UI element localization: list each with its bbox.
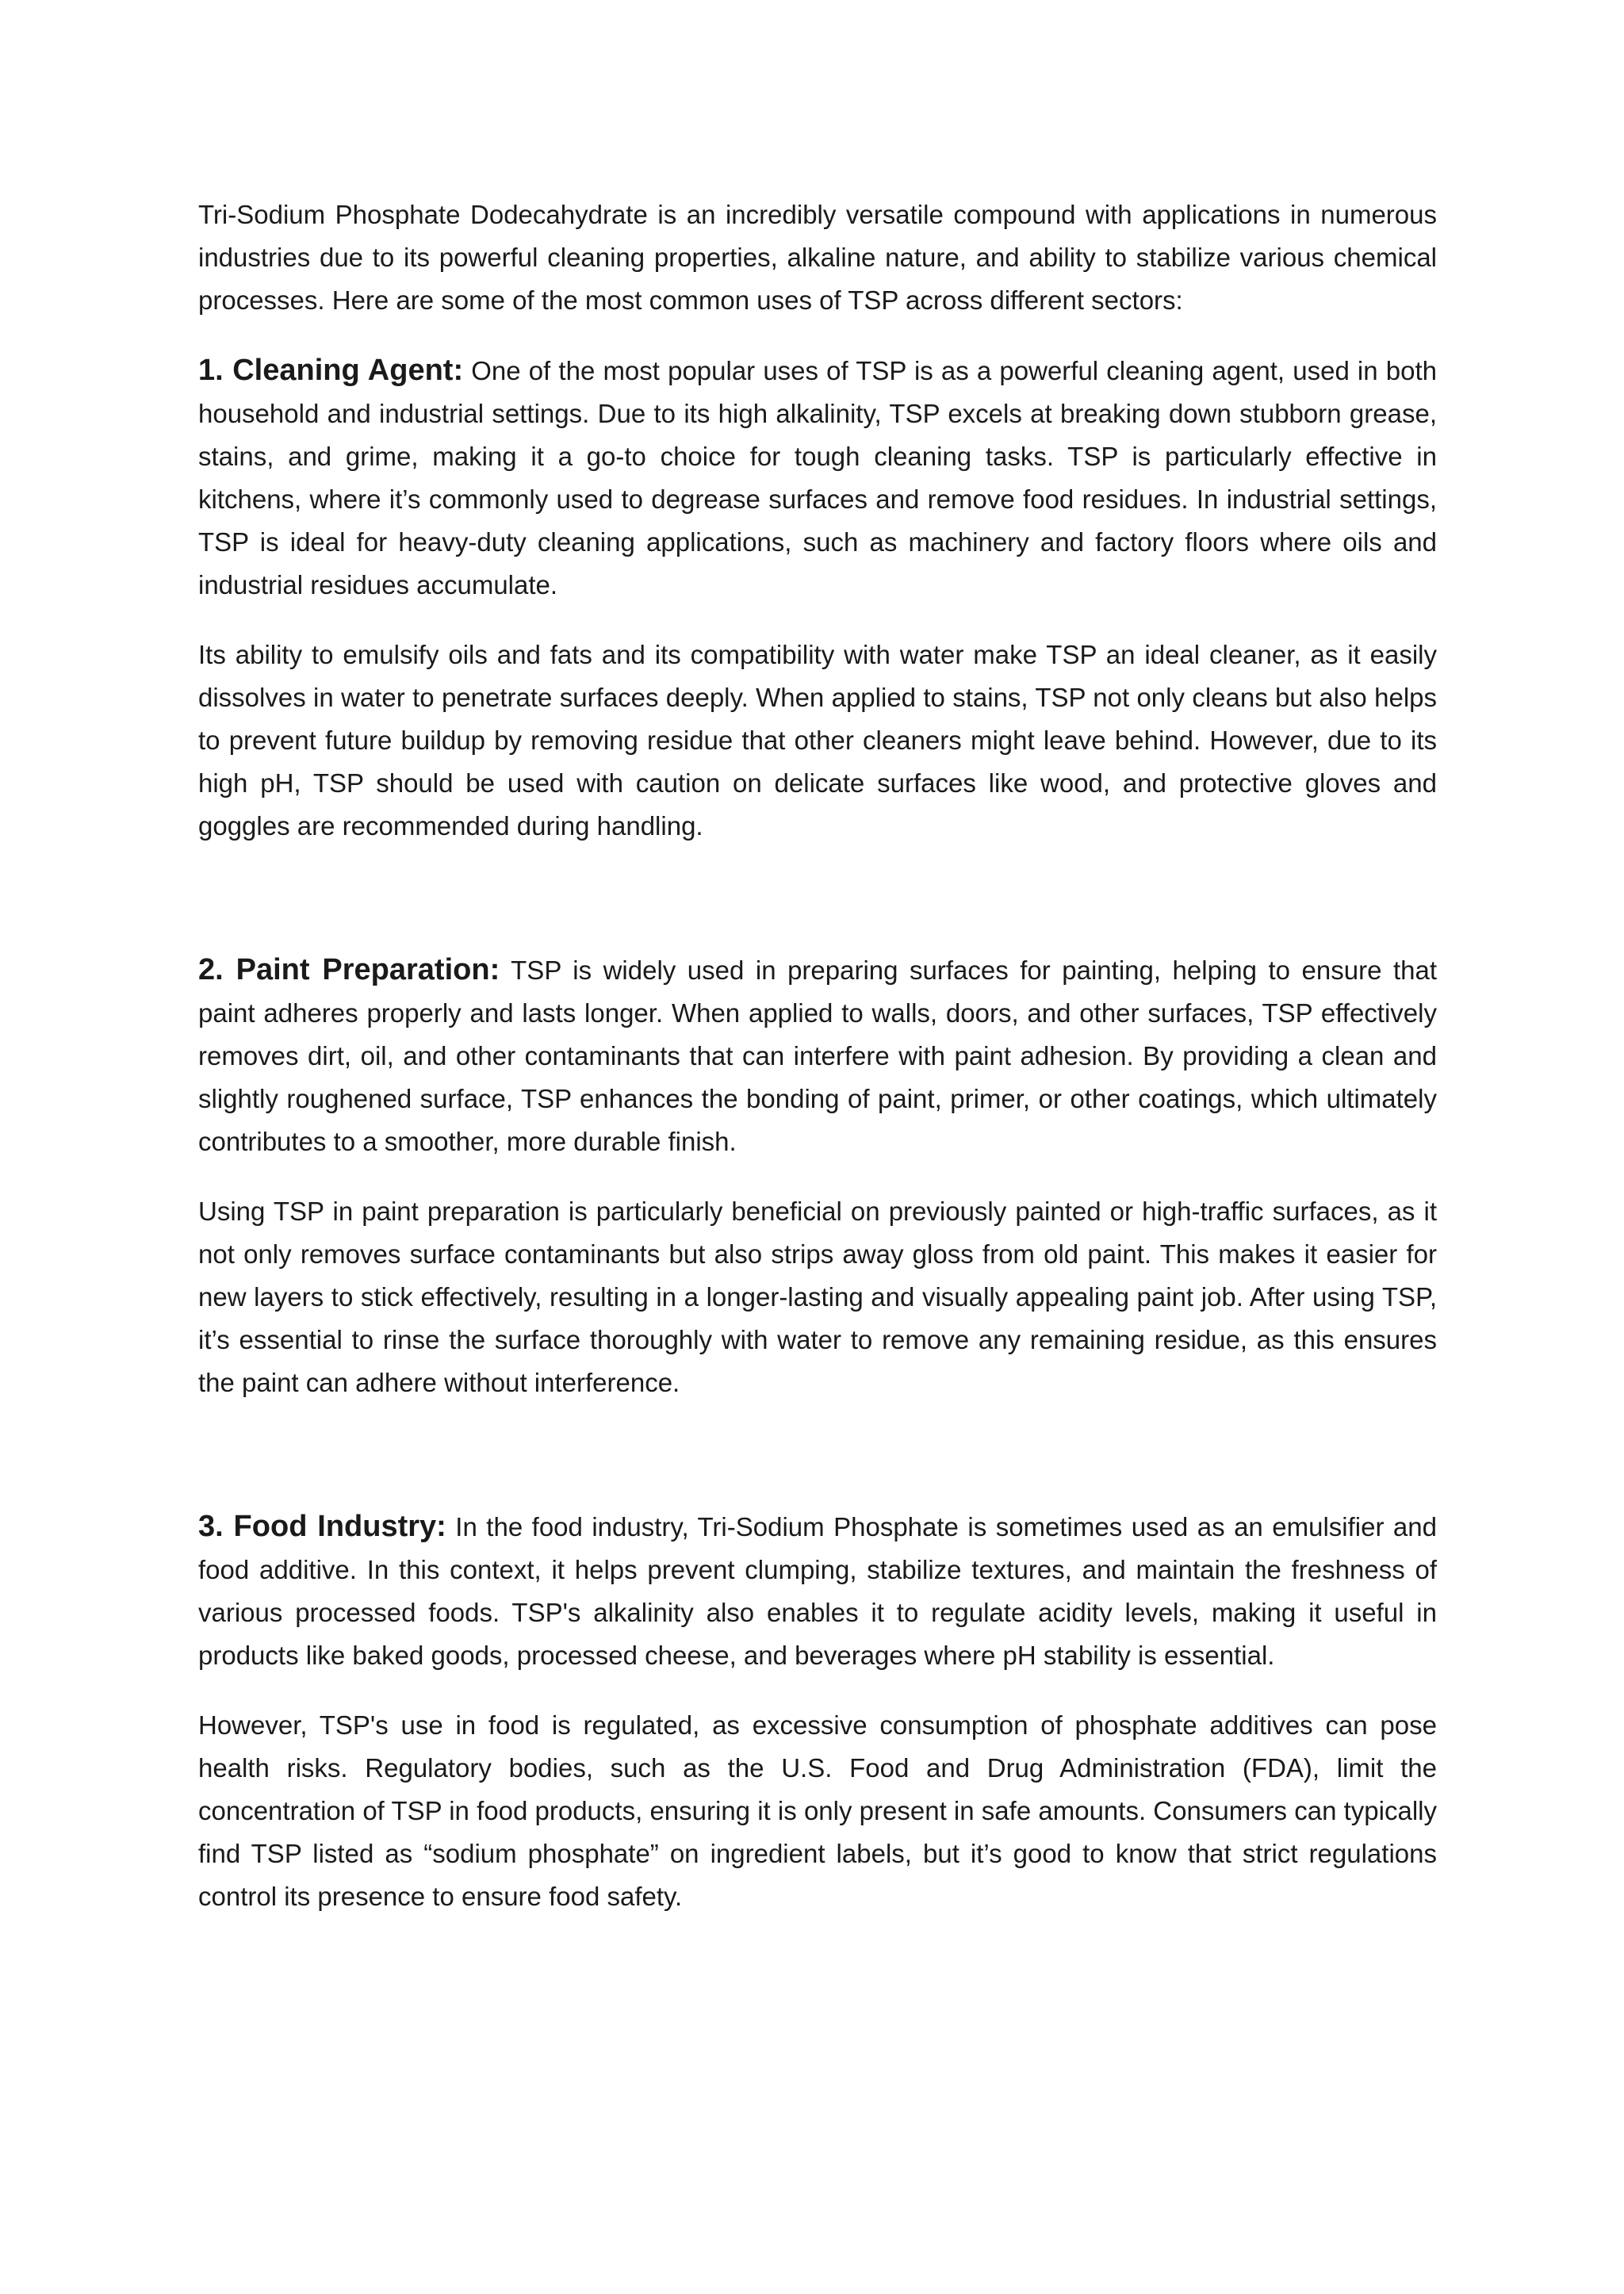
section-paint-preparation-followup: Using TSP in paint preparation is particularly beneficial on previously painted or high-traffic surfaces, as it not only removes surface contaminants but also strips away gloss from old paint. This makes it easier for new layers to stick effectively, resulting in a longer-lasting and visually appealing paint job. After using TSP, it’s essential to rinse the surface thoroughly with water to remove any remaining residue, as this ensures the paint can adhere without interference. — [198, 1197, 1437, 1397]
intro-paragraph: Tri-Sodium Phosphate Dodecahydrate is an incredibly versatile compound with applications in numerous industries due to its powerful cleaning properties, alkaline nature, and ability to stabilize various chemical processes. Here are some of the most common uses of TSP across different sectors: — [198, 200, 1437, 315]
section-cleaning-agent — [198, 349, 1437, 607]
section-body-cleaning-agent: One of the most popular uses of TSP is as a powerful cleaning agent, used in both household and industrial settings. Due to its high alkalinity, TSP excels at breaking down stubborn grease, stains, and grime, making it a go-to choice for tough cleaning tasks. TSP is particularly effective in kitchens, where it’s commonly used to degrease surfaces and remove food residues. In industrial settings, TSP is ideal for heavy-duty cleaning applications, such as machinery and factory floors where oils and industrial residues accumulate. — [198, 356, 1437, 599]
section-heading-food-industry: 3. Food Industry: — [198, 1510, 446, 1543]
section-spacer — [198, 1404, 1437, 1505]
section-body-food-industry: In the food industry, Tri-Sodium Phosphate is sometimes used as an emulsifier and food additive. In this context, it helps prevent clumping, stabilize textures, and maintain the freshness of various processed foods. TSP's alkalinity also enables it to regulate acidity levels, making it useful in products like baked goods, processed cheese, and beverages where pH stability is essential. — [198, 1512, 1437, 1670]
section-heading-cleaning-agent: 1. Cleaning Agent: — [198, 354, 464, 387]
paragraph-spacer — [198, 607, 1437, 634]
section-food-industry — [198, 1505, 1437, 1677]
paragraph-spacer — [198, 322, 1437, 349]
section-heading-paint-preparation: 2. Paint Preparation: — [198, 953, 500, 986]
paragraph-spacer — [198, 1677, 1437, 1704]
document-page — [198, 193, 1437, 1918]
section-cleaning-agent-followup: Its ability to emulsify oils and fats and its compatibility with water make TSP an ideal cleaner, as it easily dissolves in water to penetrate surfaces deeply. When applied to stains, TSP not only cleans but also helps to prevent future buildup by removing residue that other cleaners might leave behind. However, due to its high pH, TSP should be used with caution on delicate surfaces like wood, and protective gloves and goggles are recommended during handling. — [198, 640, 1437, 841]
section-paint-preparation — [198, 948, 1437, 1163]
paragraph-spacer — [198, 1163, 1437, 1190]
section-body-paint-preparation: TSP is widely used in preparing surfaces for painting, helping to ensure that paint adheres properly and lasts longer. When applied to walls, doors, and other surfaces, TSP effectively removes dirt, oil, and other contaminants that can interfere with paint adhesion. By providing a clean and slightly roughened surface, TSP enhances the bonding of paint, primer, or other coatings, which ultimately contributes to a smoother, more durable finish. — [198, 956, 1437, 1156]
section-food-industry-followup: However, TSP's use in food is regulated, as excessive consumption of phosphate additives can pose health risks. Regulatory bodies, such as the U.S. Food and Drug Administration (FDA), limit the concentration of TSP in food products, ensuring it is only present in safe amounts. Consumers can typically find TSP listed as “sodium phosphate” on ingredient labels, but it’s good to know that strict regulations control its presence to ensure food safety. — [198, 1710, 1437, 1911]
section-spacer — [198, 848, 1437, 948]
